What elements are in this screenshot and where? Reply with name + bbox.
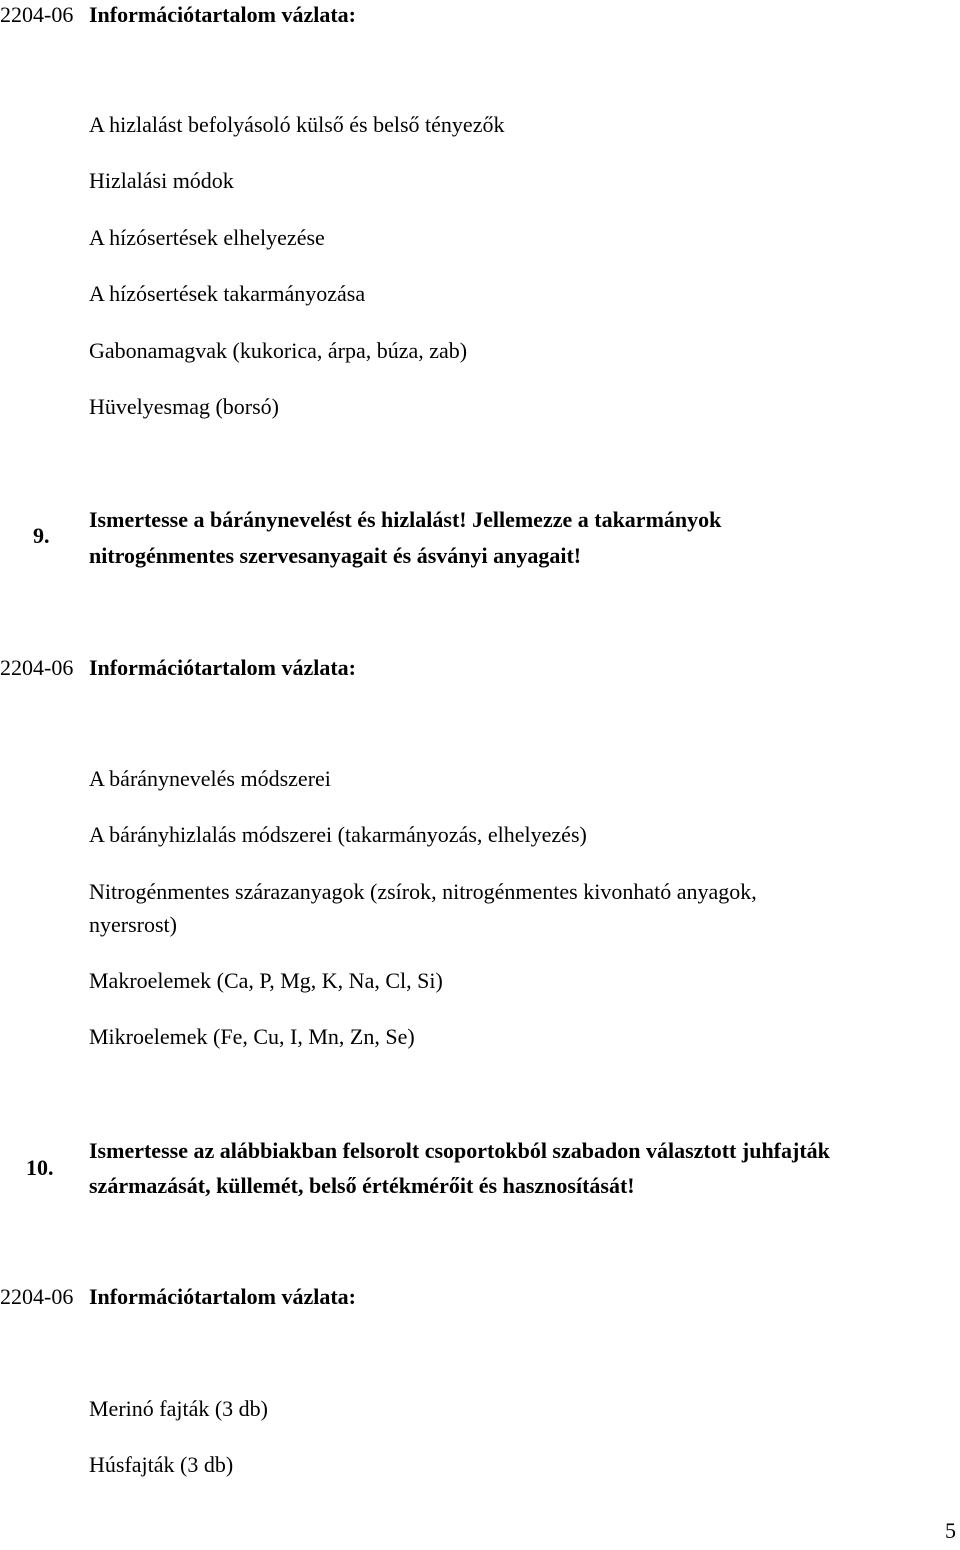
question-text-line: Ismertesse az alábbiakban felsorolt csoportokból szabadon választott juhfajták: [89, 1138, 830, 1163]
question-text-line: Ismertesse a báránynevelést és hizlalást! Jellemezze a takarmányok: [89, 507, 722, 532]
question-text-line: nitrogénmentes szervesanyagait és ásványi anyagait!: [89, 543, 582, 568]
outline-heading: Információtartalom vázlata:: [89, 2, 356, 27]
outline-item: A hizlalást befolyásoló külső és belső tényezők: [89, 112, 505, 137]
outline-heading: Információtartalom vázlata:: [89, 1284, 356, 1309]
question-number: 10.: [26, 1155, 54, 1180]
outline-item: Húsfajták (3 db): [89, 1452, 234, 1477]
question-text-line: származását, küllemét, belső értékmérőit és hasznosítását!: [89, 1173, 635, 1198]
outline-item: Hüvelyesmag (borsó): [89, 394, 280, 419]
outline-item: A hízósertések elhelyezése: [89, 225, 325, 250]
outline-item: A hízósertések takarmányozása: [89, 281, 366, 306]
outline-item: Merinó fajták (3 db): [89, 1396, 268, 1421]
outline-item: A báránynevelés módszerei: [89, 766, 331, 791]
module-code: 2204-06: [0, 655, 74, 680]
outline-item: nyersrost): [89, 912, 177, 937]
question-number: 9.: [33, 523, 50, 548]
outline-item: A bárányhizlalás módszerei (takarmányozás, elhelyezés): [89, 822, 587, 847]
module-code: 2204-06: [0, 1284, 74, 1309]
outline-heading: Információtartalom vázlata:: [89, 655, 356, 680]
outline-item: Nitrogénmentes szárazanyagok (zsírok, nitrogénmentes kivonható anyagok,: [89, 879, 757, 904]
page-number: 5: [945, 1518, 956, 1543]
outline-item: Hizlalási módok: [89, 168, 234, 193]
outline-item: Makroelemek (Ca, P, Mg, K, Na, Cl, Si): [89, 968, 443, 993]
outline-item: Gabonamagvak (kukorica, árpa, búza, zab): [89, 338, 468, 363]
outline-item: Mikroelemek (Fe, Cu, I, Mn, Zn, Se): [89, 1024, 415, 1049]
module-code: 2204-06: [0, 2, 74, 27]
